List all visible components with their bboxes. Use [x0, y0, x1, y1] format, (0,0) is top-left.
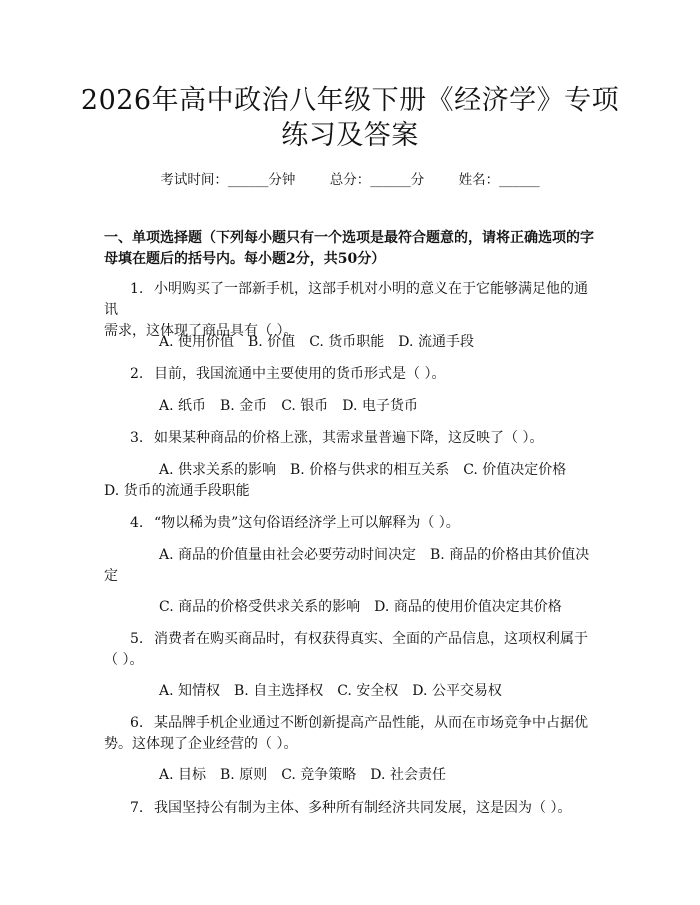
question-5-options	[104, 681, 601, 702]
exam-info-row	[0, 168, 700, 188]
question-text: 如果某种商品的价格上涨，其需求量普遍下降，这反映了（ ）。	[154, 430, 544, 446]
question-number: 2.	[130, 366, 144, 382]
options-line: A. 知情权 B. 自主选择权 C. 安全权 D. 公平交易权	[159, 683, 502, 699]
question-number: 6.	[130, 715, 144, 731]
options-line: A. 商品的价值量由社会必要劳动时间决定 B. 商品的价格由其价值决	[159, 547, 590, 563]
question-number: 1.	[130, 281, 144, 297]
question-6-options	[104, 765, 601, 786]
question-2-options	[104, 396, 601, 417]
question-number: 4.	[130, 515, 144, 531]
section-heading-line-2: 母填在题后的括号内。每小题2分，共50分）	[104, 251, 386, 267]
section-heading-line-1: 一、单项选择题（下列每小题只有一个选项是最符合题意的，请将正确选项的字	[104, 230, 594, 246]
question-text-continued: （ ）。	[104, 652, 144, 668]
section-heading	[104, 228, 604, 270]
total-score-field: 总分：______分	[329, 172, 425, 188]
exam-time-field: 考试时间：______分钟	[160, 172, 296, 188]
question-number: 3.	[130, 430, 144, 446]
question-text: 小明购买了一部新手机，这部手机对小明的意义在于它能够满足他的通讯	[104, 281, 588, 318]
question-text: 某品牌手机企业通过不断创新提高产品性能，从而在市场竞争中占据优	[154, 715, 588, 731]
question-text-continued: 势。这体现了企业经营的（ ）。	[104, 736, 298, 752]
options-line: A. 供求关系的影响 B. 价格与供求的相互关系 C. 价值决定价格	[159, 462, 567, 478]
question-number: 5.	[130, 631, 144, 647]
options-line-continued: D. 货币的流通手段职能	[104, 483, 250, 499]
options-line-continued: 定	[104, 568, 118, 584]
question-text-continued: 需求，这体现了商品具有（ ）。	[104, 323, 298, 339]
question-4-options-more	[104, 597, 601, 618]
student-name-field: 姓名：______	[458, 172, 540, 188]
question-5	[104, 629, 601, 671]
options-line: C. 商品的价格受供求关系的影响 D. 商品的使用价值决定其价格	[159, 599, 562, 615]
document-title-line-1: 2026年高中政治八年级下册《经济学》专项	[80, 85, 620, 116]
options-line: A. 使用价值 B. 价值 C. 货币职能 D. 流通手段	[159, 334, 474, 350]
options-line: A. 目标 B. 原则 C. 竞争策略 D. 社会责任	[159, 767, 446, 783]
question-6	[104, 713, 601, 755]
question-3-options	[104, 460, 601, 502]
question-3	[104, 428, 601, 449]
question-4-options	[104, 545, 601, 587]
question-text: “物以稀为贵”这句俗语经济学上可以解释为（ ）。	[154, 515, 460, 531]
question-text: 消费者在购买商品时，有权获得真实、全面的产品信息，这项权利属于	[154, 631, 588, 647]
question-2	[104, 364, 601, 385]
question-4	[104, 513, 601, 534]
question-text: 我国坚持公有制为主体、多种所有制经济共同发展，这是因为（ ）。	[154, 800, 572, 816]
options-line: A. 纸币 B. 金币 C. 银币 D. 电子货币	[159, 398, 418, 414]
question-text: 目前，我国流通中主要使用的货币形式是（ ）。	[154, 366, 446, 382]
question-7	[104, 798, 601, 819]
question-number: 7.	[130, 800, 144, 816]
question-1-options	[104, 332, 601, 353]
document-title-line-2: 练习及答案	[281, 120, 419, 151]
